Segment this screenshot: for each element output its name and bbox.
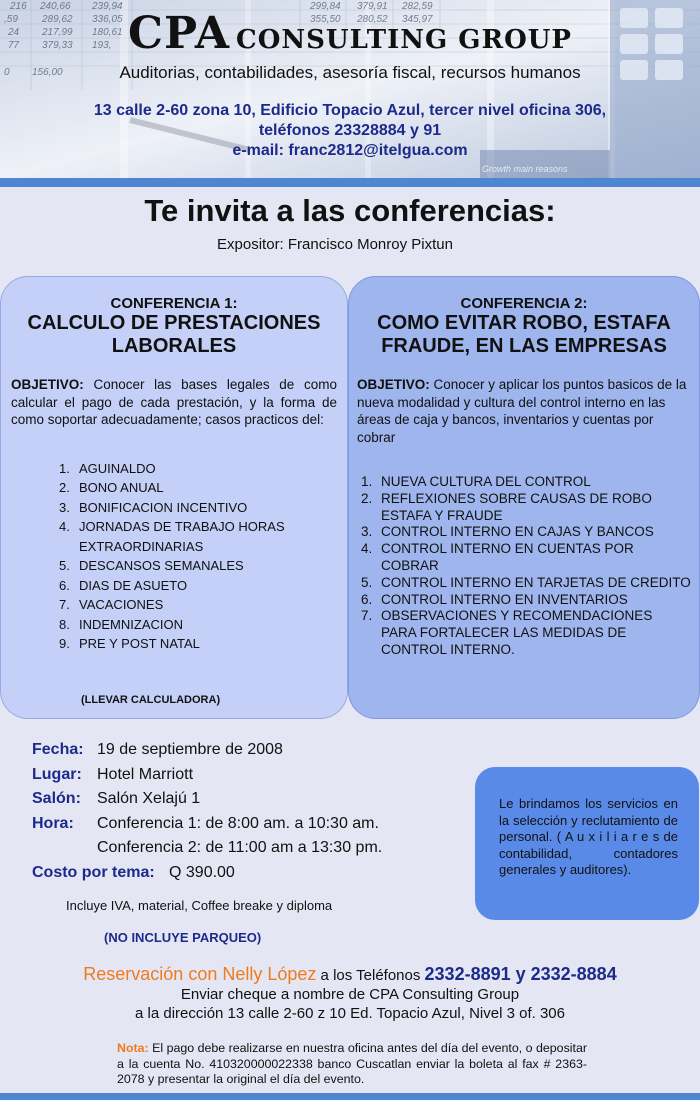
list-item: 4. CONTROL INTERNO EN CUENTAS POR COBRAR [361,541,634,573]
detail-row-hora [32,815,462,840]
list-item: 6. DIAS DE ASUETO [59,577,188,593]
list-item: 6. CONTROL INTERNO EN INVENTARIOS [361,591,628,607]
bg-number: 216 [10,1,27,12]
bg-number: 156,00 [32,67,63,78]
note-label: Nota: [117,1041,149,1055]
cheque-address-line: a la dirección 13 calle 2-60 z 10 Ed. Topacio Azul, Nivel 3 of. 306 [135,1005,565,1022]
list-item: 1. NUEVA CULTURA DEL CONTROL [361,474,591,489]
list-item: 9. PRE Y POST NATAL [59,636,200,651]
list-item: 3. CONTROL INTERNO EN CAJAS Y BANCOS [361,524,654,540]
bg-number: 240,66 [40,1,71,12]
salon-value: Salón Xelajú 1 [97,790,201,807]
bg-number: 280,52 [357,14,388,25]
detail-row-fecha [32,741,462,766]
list-item: 7. OBSERVACIONES Y RECOMENDACIONES PARA FORTALECER LAS MEDIDAS DE CONTROL INTERNO. [361,608,653,657]
payment-note [117,1041,587,1088]
invitation-title: Te invita a las conferencias: [144,193,556,228]
salon-label: Salón: [32,790,81,807]
conference-1-heading [11,295,337,358]
objective-label: OBJETIVO: [357,377,430,392]
hora-value-1: Conferencia 1: de 8:00 am. a 10:30 am. [97,814,379,832]
bg-number: 77 [8,40,20,51]
bg-number: 379,33 [42,40,73,51]
header-divider-bar [0,178,700,187]
list-item: 7. VACACIONES [59,597,164,612]
fecha-value: 19 de septiembre de 2008 [97,741,283,758]
reservation-contact-line [0,965,700,985]
event-details [32,741,462,888]
note-text: El pago debe realizarse en nuestra oficina antes del día del evento, o depositar a la cuenta No. 410320000022338 banco Cuscatlan enviar la boleta al fax # 2363-2078 y presentar la original el día del evento. [117,1041,587,1086]
reservation-contact: Reservación con Nelly López [83,964,317,984]
objective-label: OBJETIVO: [11,377,84,392]
objective-text: Conocer y aplicar los puntos basicos de la nueva modalidad y cultura del control interno en las áreas de caja y bancos, inventarios y cuentas por cobrar [357,377,687,445]
detail-row-salon [32,790,462,815]
conference-2-panel [348,276,700,719]
bg-number: 180,61 [92,27,123,38]
list-item: 1. AGUINALDO [59,460,156,476]
phone-line: teléfonos 23328884 y 91 [258,122,442,139]
reservation-phones: 2332-8891 y 2332-8884 [424,964,617,984]
objective-text: Conocer las bases legales de como calcular el pago de cada prestación, y la forma de como soportar adecuadamente; casos practicos del: [11,377,337,427]
tagline: Auditorias, contabilidades, asesoría fiscal, recursos humanos [119,63,581,82]
conference-1-title-line: CALCULO DE PRESTACIONES [27,312,321,334]
includes-note: Incluye IVA, material, Coffee breake y diploma [66,898,333,913]
list-item: 5. CONTROL INTERNO EN TARJETAS DE CREDITO [361,574,691,590]
bg-number: ,59 [4,14,18,25]
brand-consulting-group: CONSULTING GROUP [236,25,572,55]
brand-logo-text [0,8,700,59]
bg-number: 379,91 [357,1,388,12]
conference-2-number: CONFERENCIA 2: [460,295,588,312]
bg-number: 0 [4,67,10,78]
conference-2-objective [357,376,691,446]
no-parking-note: (NO INCLUYE PARQUEO) [104,930,262,945]
footer-bar [0,1093,700,1100]
phones-prefix: a los Teléfonos [316,967,425,984]
bg-number: 299,84 [310,1,341,12]
conference-2-heading [357,295,691,358]
bg-number: 217,99 [42,27,73,38]
costo-label: Costo por tema: [32,863,155,881]
list-item: 2. BONO ANUAL [59,480,164,495]
bg-number: 24 [8,27,20,38]
detail-row-lugar [32,766,462,791]
header-banner [0,0,700,178]
cheque-line: Enviar cheque a nombre de CPA Consulting Group [180,986,520,1003]
lugar-value: Hotel Marriott [97,765,194,783]
list-item: 3. BONIFICACION INCENTIVO [59,499,248,515]
bg-number: 239,94 [92,1,123,12]
email-line[interactable]: e-mail: franc2812@itelgua.com [232,142,468,159]
speaker-line: Expositor: Francisco Monroy Pixtun [217,236,453,253]
list-item: 2. REFLEXIONES SOBRE CAUSAS DE ROBO ESTAFA Y FRAUDE [361,490,652,523]
bg-number: 282,59 [402,1,433,12]
brand-cpa: CPA [128,8,231,59]
detail-row-hora-2 [32,839,462,864]
list-item: 8. INDEMNIZACION [59,616,183,632]
bg-number: 345,97 [402,14,433,25]
conference-1-topic-list [59,459,337,654]
costo-value: Q 390.00 [169,863,235,881]
fecha-label: Fecha: [32,741,84,758]
list-item: 4. JORNADAS DE TRABAJO HORAS EXTRAORDINARIAS [59,519,285,554]
conference-1-panel [0,276,348,719]
conference-2-title-line: COMO EVITAR ROBO, ESTAFA [377,312,671,334]
services-box: Le brindamos los servicios en la selección y reclutamiento de personal. ( A u x i l i a r e s de contabilidad, contadores generales y auditores). [475,767,699,920]
conference-2-topic-list [361,474,691,659]
list-item: 5. DESCANSOS SEMANALES [59,558,244,573]
bg-number: 336,05 [92,14,123,25]
bg-number: 289,62 [42,14,73,25]
bring-calculator-note: (LLEVAR CALCULADORA) [81,694,221,706]
conference-2-title [357,312,691,358]
bg-growth-text: Growth main reasons [482,164,568,174]
bg-number: 355,50 [310,14,341,25]
hora-value-2: Conferencia 2: de 11:00 am a 13:30 pm. [97,839,383,856]
hora-label: Hora: [32,814,74,832]
reservation-block [0,965,700,1023]
conference-2-title-line: FRAUDE, EN LAS EMPRESAS [381,335,667,357]
conference-1-objective [11,376,337,429]
conference-1-number: CONFERENCIA 1: [110,295,238,312]
conference-1-title [11,312,337,358]
conference-1-title-line: LABORALES [111,335,237,357]
lugar-label: Lugar: [32,765,82,783]
address-line: 13 calle 2-60 zona 10, Edificio Topacio Azul, tercer nivel oficina 306, [93,102,607,119]
header-contact [0,101,700,161]
detail-row-costo [32,864,462,889]
bg-number: 193, [92,40,112,51]
